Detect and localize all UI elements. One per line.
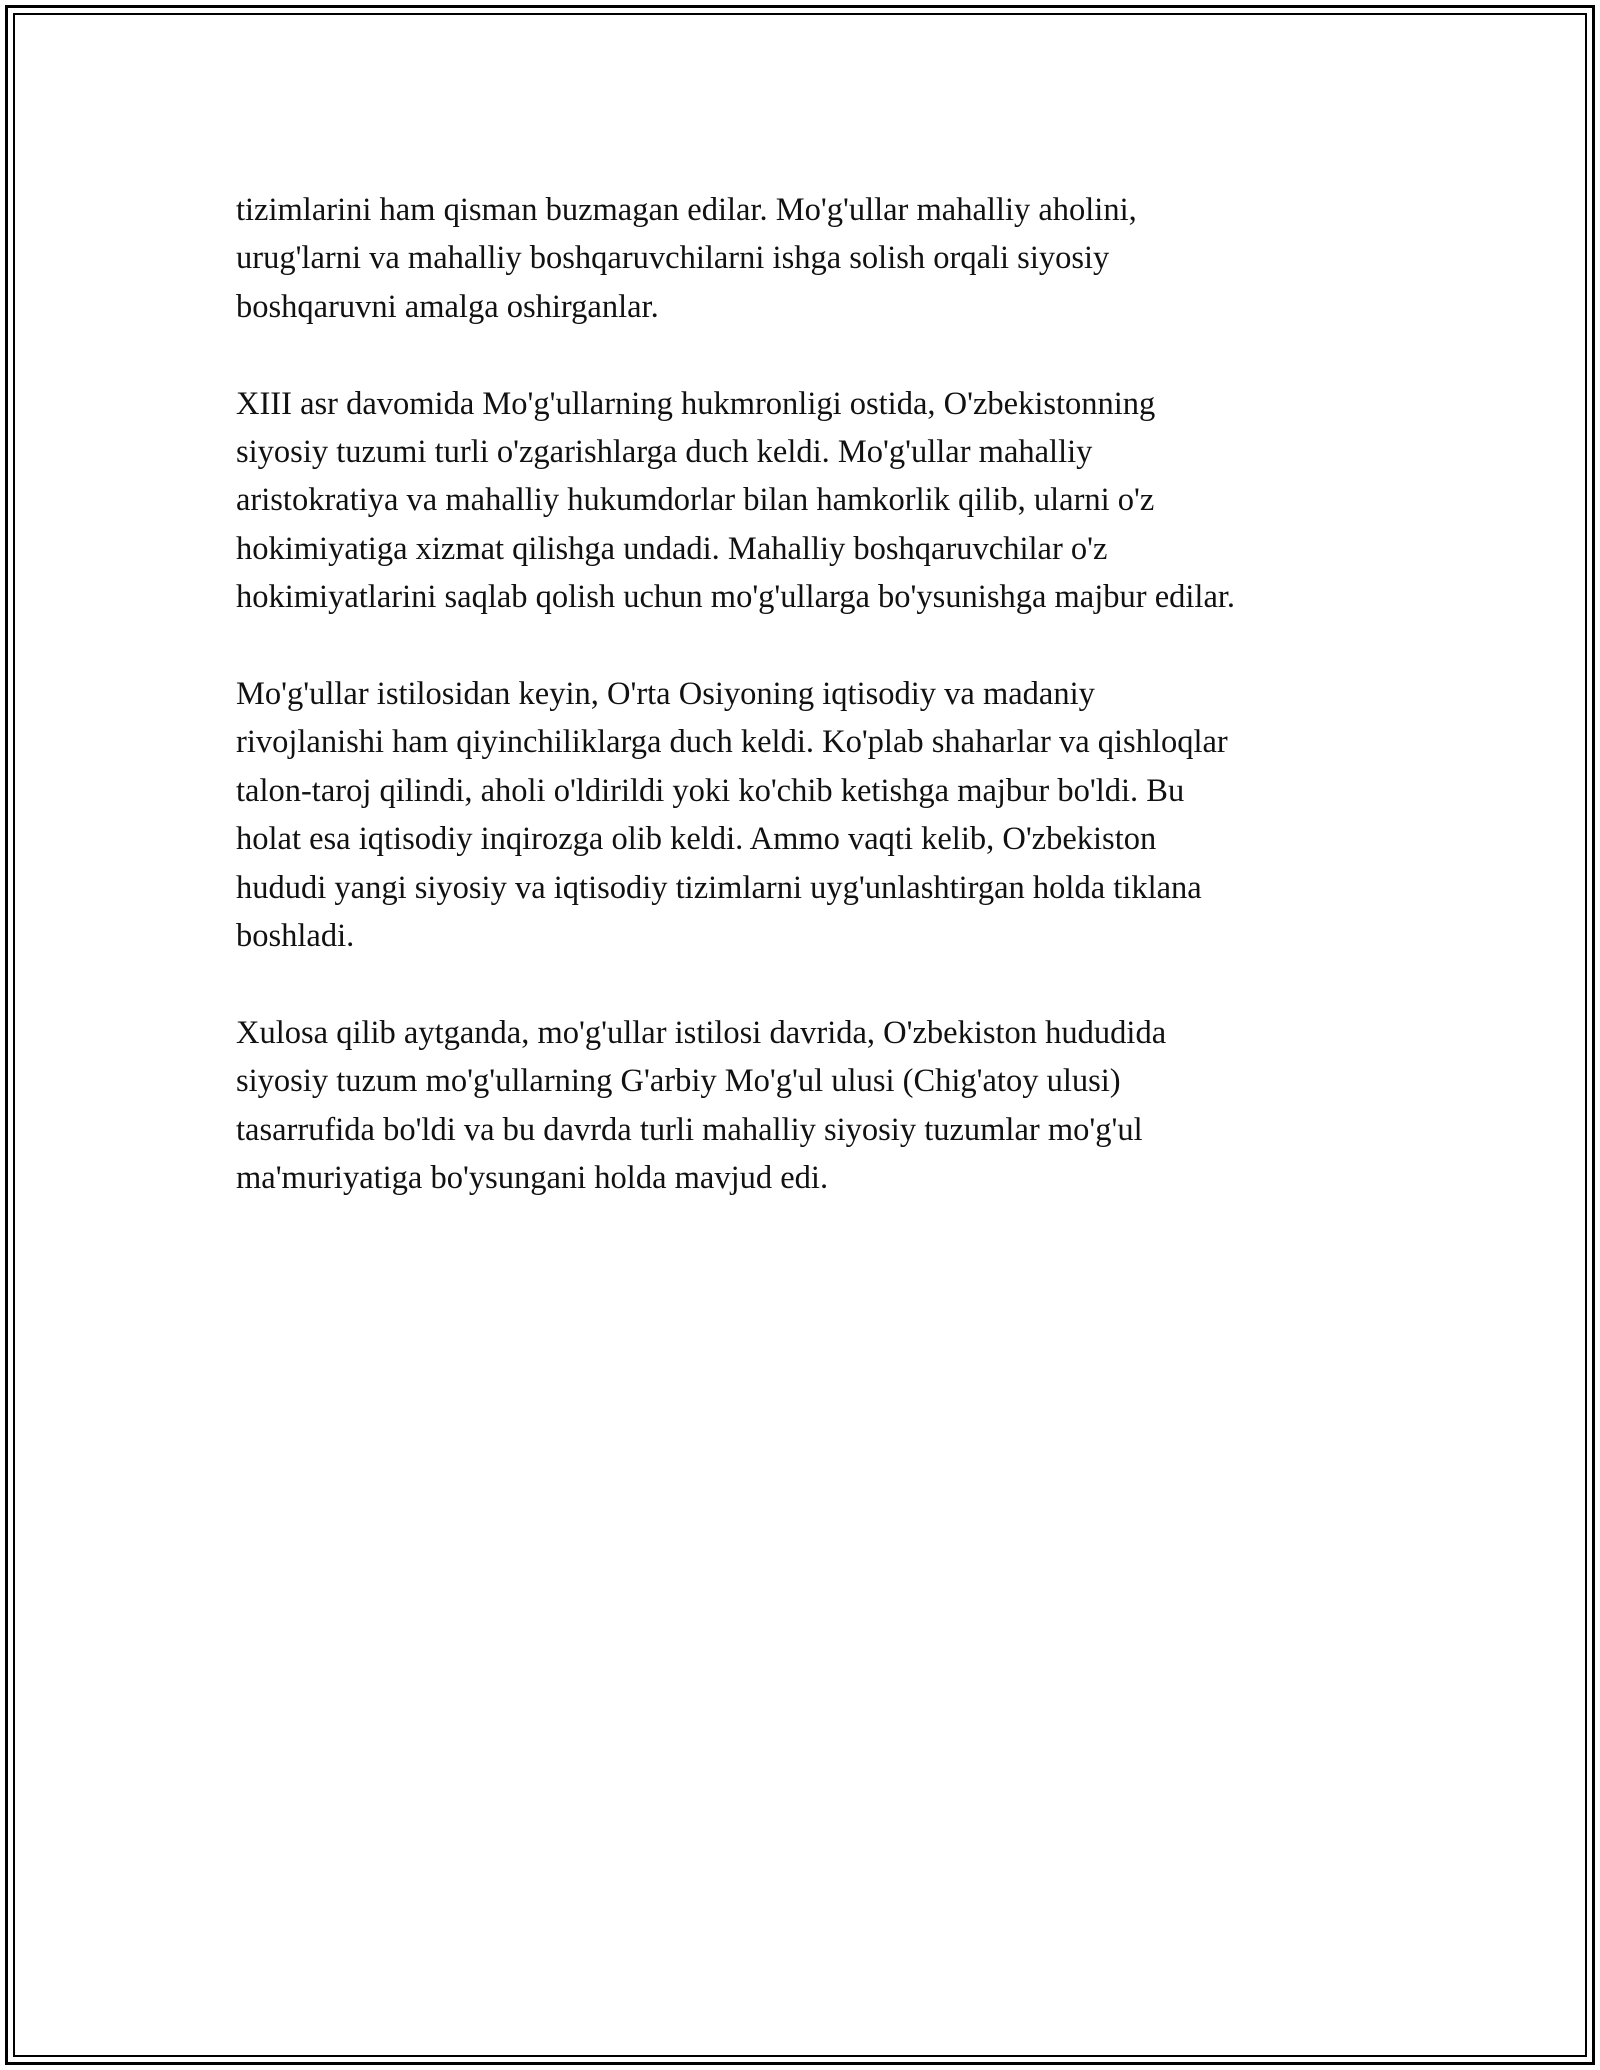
document-body	[236, 186, 1386, 1251]
text-line: hokimiyatlarini saqlab qolish uchun mo'g'ullarga bo'ysunishga majbur edilar.	[236, 579, 1236, 616]
paragraph-2	[236, 380, 1386, 622]
text-line: Mo'g'ullar istilosidan keyin, O'rta Osiyoning iqtisodiy va madaniy	[236, 676, 1095, 713]
text-line: hududi yangi siyosiy va iqtisodiy tizimlarni uyg'unlashtirgan holda tiklana	[236, 869, 1202, 906]
text-line: rivojlanishi ham qiyinchiliklarga duch keldi. Ko'plab shaharlar va qishloqlar	[236, 724, 1228, 761]
text-line: XIII asr davomida Mo'g'ullarning hukmronligi ostida, O'zbekistonning	[236, 385, 1156, 422]
text-line: boshqaruvni amalga oshirganlar.	[236, 288, 659, 325]
paragraph-1	[236, 186, 1386, 331]
text-line: aristokratiya va mahalliy hukumdorlar bilan hamkorlik qilib, ularni o'z	[236, 482, 1155, 519]
text-line: Xulosa qilib aytganda, mo'g'ullar istilosi davrida, O'zbekiston hududida	[236, 1014, 1167, 1051]
text-line: boshladi.	[236, 918, 355, 955]
paragraph-4	[236, 1009, 1386, 1203]
text-line: siyosiy tuzumi turli o'zgarishlarga duch keldi. Mo'g'ullar mahalliy	[236, 434, 1093, 471]
text-line: tasarrufida bo'ldi va bu davrda turli mahalliy siyosiy tuzumlar mo'g'ul	[236, 1111, 1143, 1148]
text-line: siyosiy tuzum mo'g'ullarning G'arbiy Mo'g'ul ulusi (Chig'atoy ulusi)	[236, 1063, 1121, 1100]
text-line: hokimiyatiga xizmat qilishga undadi. Mahalliy boshqaruvchilar o'z	[236, 530, 1108, 567]
text-line: tizimlarini ham qisman buzmagan edilar. Mo'g'ullar mahalliy aholini,	[236, 192, 1137, 228]
text-line: ma'muriyatiga bo'ysungani holda mavjud edi.	[236, 1160, 829, 1197]
text-line: talon-taroj qilindi, aholi o'ldirildi yoki ko'chib ketishga majbur bo'ldi. Bu	[236, 772, 1185, 809]
text-line: holat esa iqtisodiy inqirozga olib keldi. Ammo vaqti kelib, O'zbekiston	[236, 821, 1157, 858]
text-line: urug'larni va mahalliy boshqaruvchilarni ishga solish orqali siyosiy	[236, 240, 1110, 277]
paragraph-3	[236, 670, 1386, 960]
